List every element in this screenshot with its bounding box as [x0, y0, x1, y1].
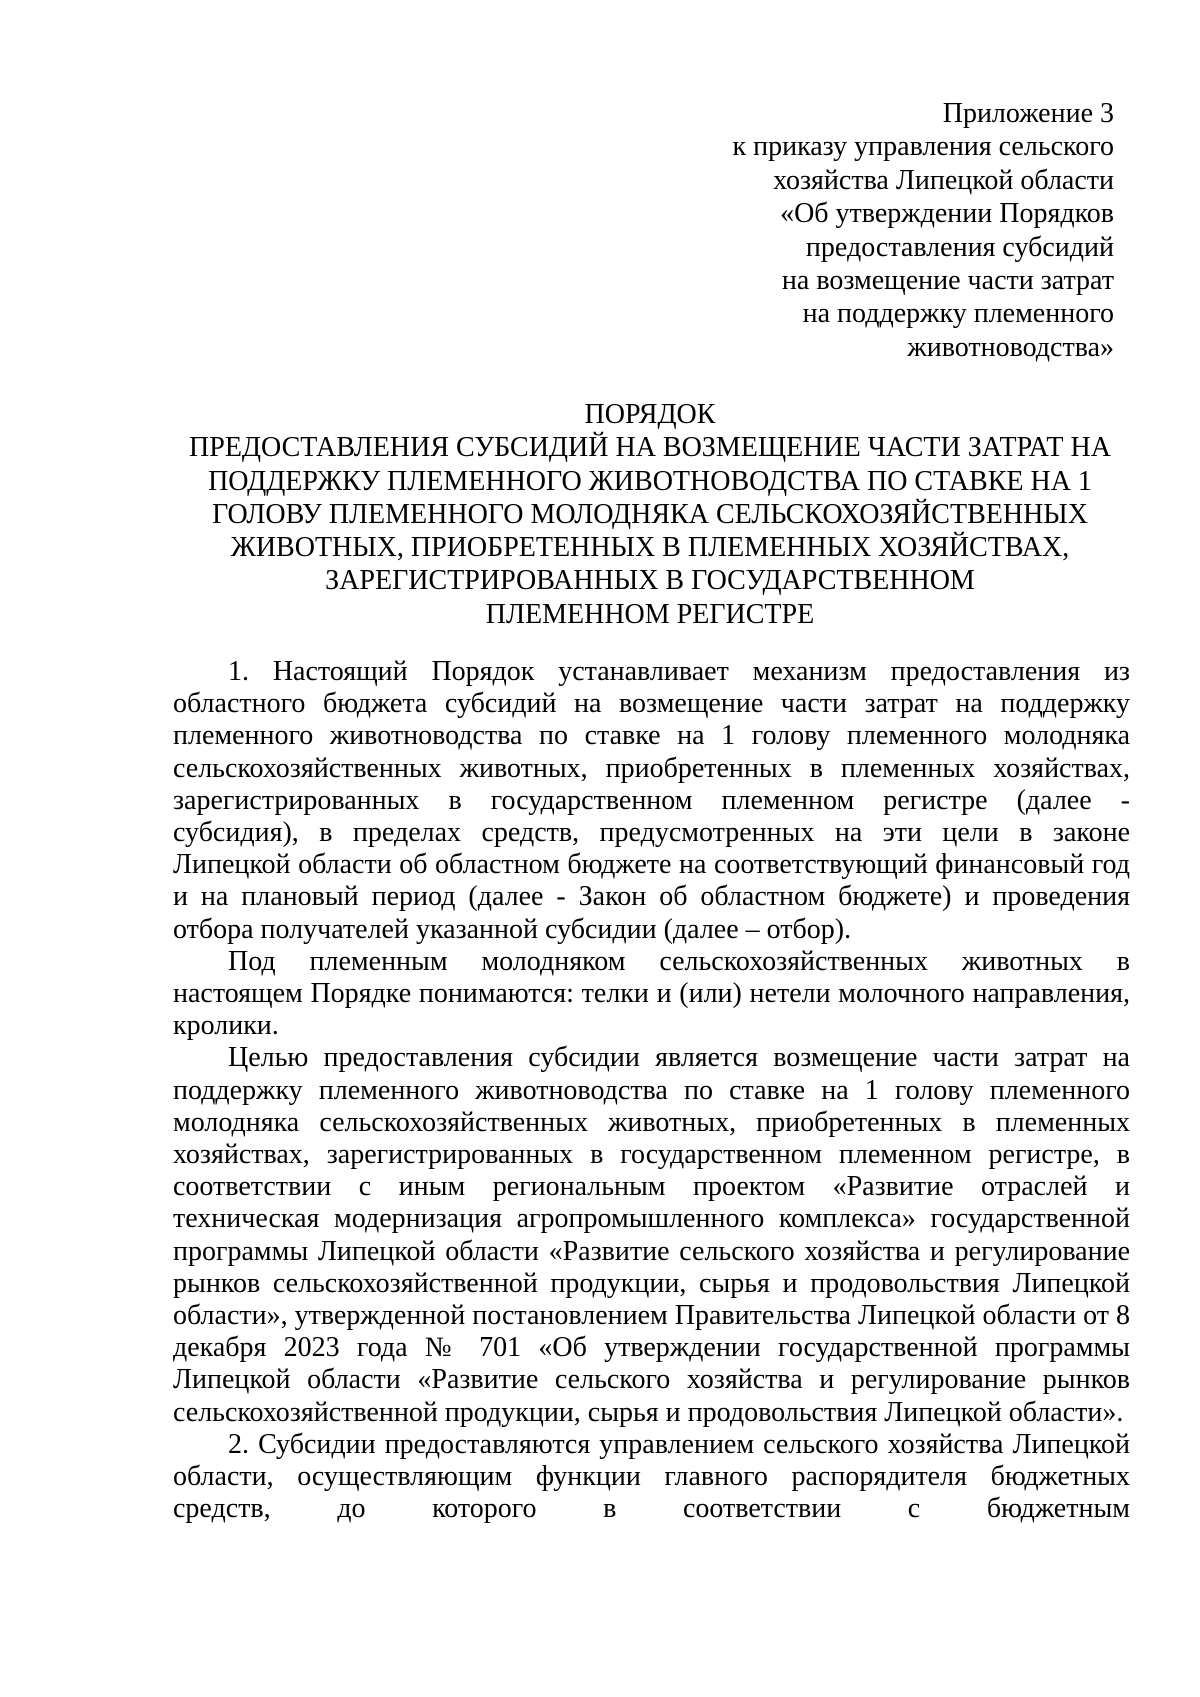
- title-line: ПРЕДОСТАВЛЕНИЯ СУБСИДИЙ НА ВОЗМЕЩЕНИЕ ЧАСТИ ЗАТРАТ НА: [189, 432, 1111, 464]
- paragraph-subsidy-purpose: Целью предоставления субсидии является возмещение части затрат на поддержку племенного животноводства по ставке на 1 голову племенного молодняка сельскохозяйственных животных, приобретенных в племенных хозяйствах, зарегистрированных в государственном племенном регистре, в соответствии с иным региональным проектом «Развитие отраслей и техническая модернизация агропромышленного комплекса» государственной программы Липецкой области «Развитие сельского хозяйства и регулирование рынков сельскохозяйственной продукции, сырья и продовольствия Липецкой области», утвержденной постановлением Правительства Липецкой области от 8 декабря 2023 года № 701 «Об утверждении государственной программы Липецкой области «Развитие сельского хозяйства и регулирование рынков сельскохозяйственной продукции, сырья и продовольствия Липецкой области».: [173, 1042, 1130, 1428]
- paragraph-2: 2. Субсидии предоставляются управлением сельского хозяйства Липецкой области, осуществляющим функции главного распорядителя бюджетных средств, до которого в соответствии с бюджетным: [173, 1428, 1130, 1525]
- title-line: ПОДДЕРЖКУ ПЛЕМЕННОГО ЖИВОТНОВОДСТВА ПО СТАВКЕ НА 1: [208, 465, 1092, 497]
- appendix-line: на возмещение части затрат: [781, 265, 1114, 297]
- appendix-line: к приказу управления сельского: [732, 131, 1114, 163]
- paragraph-breeding-stock-definition: Под племенным молодняком сельскохозяйственных животных в настоящем Порядке понимаются: телки и (или) нетели молочного направления, кролики.: [173, 945, 1130, 1042]
- title-line: ЗАРЕГИСТРИРОВАННЫХ В ГОСУДАРСТВЕННОМ: [325, 565, 975, 597]
- appendix-line: Приложение 3: [942, 98, 1114, 129]
- title-line: ПОРЯДОК: [584, 399, 716, 430]
- paragraph-1: 1. Настоящий Порядок устанавливает механизм предоставления из областного бюджета субсидий на возмещение части затрат на поддержку племенного животноводства по ставке на 1 голову племенного молодняка сельскохозяйственных животных, приобретенных в племенных хозяйствах, зарегистрированных в государственном племенном регистре (далее - субсидия), в пределах средств, предусмотренных на эти цели в законе Липецкой области об областном бюджете на соответствующий финансовый год и на плановый период (далее - Закон об областном бюджете) и проведения отбора получателей указанной субсидии (далее – отбор).: [173, 656, 1130, 945]
- title-line: ЖИВОТНЫХ, ПРИОБРЕТЕННЫХ В ПЛЕМЕННЫХ ХОЗЯЙСТВАХ,: [230, 532, 1070, 564]
- title-line: ПЛЕМЕННОМ РЕГИСТРЕ: [485, 598, 815, 630]
- document-title: [160, 398, 1140, 631]
- appendix-header: [614, 97, 1114, 364]
- appendix-line: хозяйства Липецкой области: [773, 164, 1114, 196]
- appendix-line: предоставления субсидий: [805, 231, 1114, 263]
- document-body: [173, 656, 1130, 1525]
- title-line: ГОЛОВУ ПЛЕМЕННОГО МОЛОДНЯКА СЕЛЬСКОХОЗЯЙСТВЕННЫХ: [212, 498, 1088, 530]
- appendix-line: животноводства»: [907, 331, 1114, 363]
- appendix-line: на поддержку племенного: [802, 298, 1114, 330]
- appendix-line: «Об утверждении Порядков: [780, 198, 1114, 230]
